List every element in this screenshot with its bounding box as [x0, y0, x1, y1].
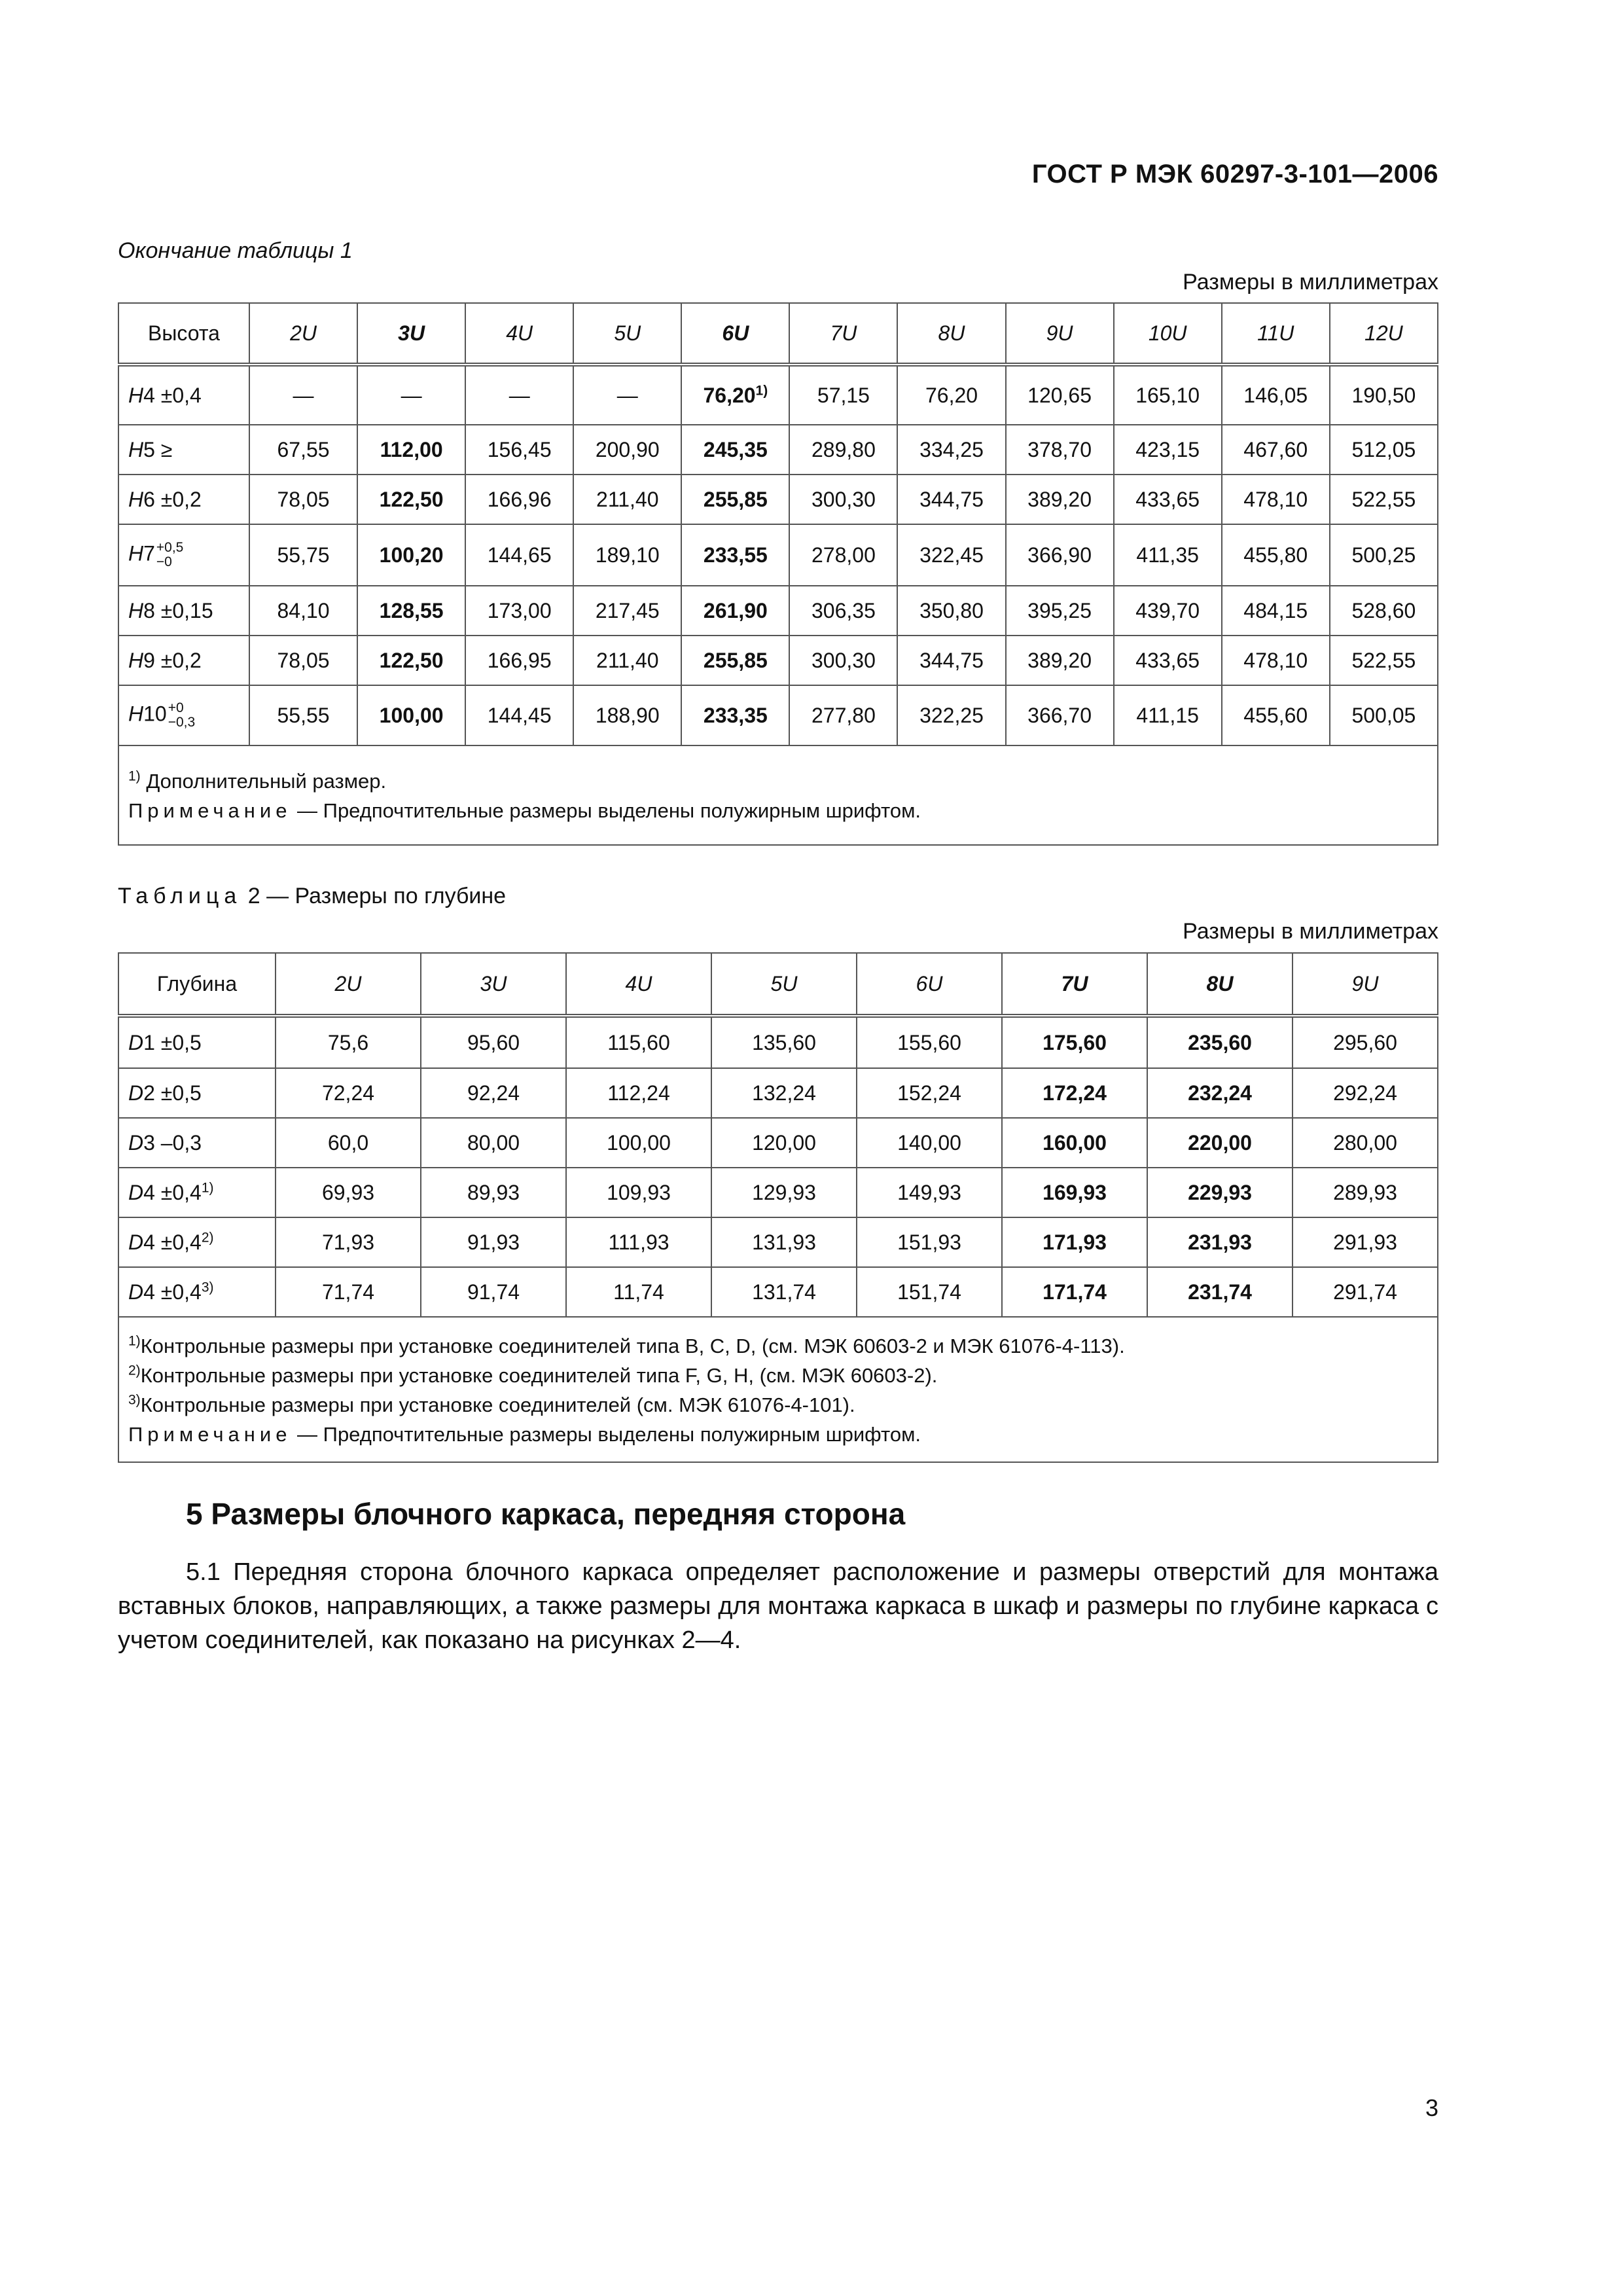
table-cell: 295,60 — [1293, 1016, 1438, 1068]
table2-row-label: $D4 \pm 0,4^{2)}$ — [118, 1217, 276, 1267]
page-number: 3 — [1425, 2094, 1438, 2121]
table-cell: 467,60 — [1222, 425, 1330, 475]
table2-header-label: Глубина — [118, 953, 276, 1016]
table-cell: 500,25 — [1330, 524, 1438, 586]
table1-row-label: H5 ≥ — [118, 425, 249, 475]
table-cell: 71,74 — [276, 1267, 421, 1317]
table-cell: 100,00 — [357, 685, 465, 745]
section-heading: 5 Размеры блочного каркаса, передняя сторона — [186, 1497, 906, 1531]
table-cell: 291,74 — [1293, 1267, 1438, 1317]
tolerance-lower: −0 — [156, 554, 172, 569]
table1-row-label: H9 ±0,2 — [118, 636, 249, 685]
table-cell: 389,20 — [1006, 475, 1114, 524]
table-cell: 131,93 — [711, 1217, 857, 1267]
table-cell: 455,80 — [1222, 524, 1330, 586]
table-cell: 78,05 — [249, 475, 357, 524]
table-cell: 292,24 — [1293, 1068, 1438, 1118]
table1-row — [118, 586, 1438, 636]
table-cell: 512,05 — [1330, 425, 1438, 475]
table2-col-2u: 2U — [334, 971, 362, 996]
table1-col-3u: 3U — [398, 321, 425, 345]
table1-row-label: H8 ±0,15 — [118, 586, 249, 636]
table1-row — [118, 425, 1438, 475]
table1-col-12u: 12U — [1364, 321, 1403, 345]
table1-col-8u: 8U — [938, 321, 965, 345]
table-cell: 217,45 — [573, 586, 681, 636]
table-cell: — — [357, 365, 465, 425]
table-cell: 334,25 — [897, 425, 1005, 475]
table-cell: 155,60 — [857, 1016, 1002, 1068]
table-cell: 112,24 — [566, 1068, 711, 1118]
table1-caption: Окончание таблицы 1 — [118, 238, 353, 263]
table-cell: 455,60 — [1222, 685, 1330, 745]
footnote-ref: 2) — [201, 1229, 214, 1245]
table-cell: 91,93 — [421, 1217, 566, 1267]
table-cell: 189,10 — [573, 524, 681, 586]
table-cell: 528,60 — [1330, 586, 1438, 636]
table2-col-9u: 9U — [1351, 971, 1379, 996]
table-cell: 522,55 — [1330, 636, 1438, 685]
table-cell: — — [249, 365, 357, 425]
footnote-ref: 1) — [201, 1179, 214, 1195]
table2-row-label: $D4 \pm 0,4^{3)}$ — [118, 1267, 276, 1317]
table1-col-9u: 9U — [1046, 321, 1073, 345]
table1-notes — [118, 745, 1438, 845]
table-cell: 220,00 — [1147, 1118, 1293, 1168]
table-cell: 120,00 — [711, 1118, 857, 1168]
table2-col-8u: 8U — [1206, 971, 1234, 996]
table-cell: 156,45 — [465, 425, 573, 475]
table-cell: 144,65 — [465, 524, 573, 586]
table-cell: 76,20 — [897, 365, 1005, 425]
table-cell: 350,80 — [897, 586, 1005, 636]
footnote-ref: 1) — [755, 382, 768, 398]
table-cell: 60,0 — [276, 1118, 421, 1168]
table2-note-text: — Предпочтительные размеры выделены полужирным шрифтом. — [291, 1422, 921, 1446]
table2-row — [118, 1267, 1438, 1317]
table-cell: 322,45 — [897, 524, 1005, 586]
table-cell: 144,45 — [465, 685, 573, 745]
table2-row-label: D3 –0,3 — [118, 1118, 276, 1168]
table2-footnote-3: Контрольные размеры при установке соединителей (см. МЭК 61076-4-101). — [140, 1393, 855, 1416]
table1-col-7u: 7U — [830, 321, 857, 345]
table-cell: 169,93 — [1002, 1168, 1147, 1217]
table-cell: 411,15 — [1114, 685, 1222, 745]
table-cell: 67,55 — [249, 425, 357, 475]
table1-note-text: — Предпочтительные размеры выделены полужирным шрифтом. — [291, 799, 921, 822]
table1-row — [118, 685, 1438, 745]
table-cell: 433,65 — [1114, 475, 1222, 524]
table-cell: 378,70 — [1006, 425, 1114, 475]
table-cell: 173,00 — [465, 586, 573, 636]
table-cell: 171,74 — [1002, 1267, 1147, 1317]
table2-row — [118, 1016, 1438, 1068]
table1-notes-row — [118, 745, 1438, 845]
table-cell: 55,55 — [249, 685, 357, 745]
table-cell: 289,93 — [1293, 1168, 1438, 1217]
table-cell: 76,20$^{1)}$ — [681, 365, 789, 425]
tolerance — [156, 541, 183, 569]
table1-col-5u: 5U — [614, 321, 641, 345]
table-cell: 165,10 — [1114, 365, 1222, 425]
table-cell: 235,60 — [1147, 1016, 1293, 1068]
table2-col-3u: 3U — [480, 971, 507, 996]
table2-footnote-mark-1: 1) — [128, 1333, 141, 1349]
table-cell: 478,10 — [1222, 636, 1330, 685]
table-cell: 229,93 — [1147, 1168, 1293, 1217]
table-cell: 166,96 — [465, 475, 573, 524]
table-cell: 69,93 — [276, 1168, 421, 1217]
table2-row — [118, 1168, 1438, 1217]
tolerance — [168, 701, 195, 730]
table-cell: 11,74 — [566, 1267, 711, 1317]
table-cell: 300,30 — [789, 636, 897, 685]
section-paragraph: 5.1 Передняя сторона блочного каркаса определяет расположение и размеры отверстий для монтажа вставных блоков, направляющих, а также размеры для монтажа каркаса в шкаф и размеры по глубине каркаса с учетом соединителей, как показано на рисунках 2—4. — [118, 1558, 1438, 1654]
document-code: ГОСТ Р МЭК 60297-3-101—2006 — [1031, 160, 1438, 188]
table1-col-11u: 11U — [1257, 321, 1294, 345]
table-cell: 112,00 — [357, 425, 465, 475]
table-cell: 57,15 — [789, 365, 897, 425]
table-cell: — — [465, 365, 573, 425]
table-cell: 306,35 — [789, 586, 897, 636]
table-cell: 232,24 — [1147, 1068, 1293, 1118]
table2-notes-row — [118, 1317, 1438, 1462]
table-cell: 211,40 — [573, 475, 681, 524]
table2-footnote-mark-3: 3) — [128, 1392, 141, 1408]
table-cell: 80,00 — [421, 1118, 566, 1168]
table2-footnote-2: Контрольные размеры при установке соединителей типа F, G, H, (см. МЭК 60603-2). — [140, 1364, 938, 1388]
table-cell: 322,25 — [897, 685, 1005, 745]
table-cell: 433,65 — [1114, 636, 1222, 685]
table-cell: 522,55 — [1330, 475, 1438, 524]
table1-row — [118, 524, 1438, 586]
table-cell: 211,40 — [573, 636, 681, 685]
table-cell: 255,85 — [681, 636, 789, 685]
table-cell: 166,95 — [465, 636, 573, 685]
table2-footnote-mark-2: 2) — [128, 1363, 141, 1378]
table-cell: 132,24 — [711, 1068, 857, 1118]
table-cell: 129,93 — [711, 1168, 857, 1217]
table-cell: 72,24 — [276, 1068, 421, 1118]
table1-col-6u: 6U — [722, 321, 749, 345]
table-cell: 131,74 — [711, 1267, 857, 1317]
table-cell: 92,24 — [421, 1068, 566, 1118]
table-cell: 255,85 — [681, 475, 789, 524]
table-cell: 423,15 — [1114, 425, 1222, 475]
table1-row-label: H4 ±0,4 — [118, 365, 249, 425]
table-cell: 115,60 — [566, 1016, 711, 1068]
tolerance-upper: +0,5 — [156, 539, 184, 555]
table1-row-label: H7 +0,5 −0 — [118, 524, 249, 586]
table-cell: 171,93 — [1002, 1217, 1147, 1267]
table2 — [118, 952, 1438, 1463]
table-cell: 91,74 — [421, 1267, 566, 1317]
table-cell: 78,05 — [249, 636, 357, 685]
table2-row — [118, 1118, 1438, 1168]
table-cell: 366,70 — [1006, 685, 1114, 745]
table-cell: 261,90 — [681, 586, 789, 636]
table-cell: 172,24 — [1002, 1068, 1147, 1118]
table-cell: 200,90 — [573, 425, 681, 475]
table-cell: 278,00 — [789, 524, 897, 586]
table1-row — [118, 365, 1438, 425]
table-cell: 389,20 — [1006, 636, 1114, 685]
table-cell: 84,10 — [249, 586, 357, 636]
table2-col-6u: 6U — [916, 971, 943, 996]
table1-row — [118, 475, 1438, 524]
table-cell: 245,35 — [681, 425, 789, 475]
table-cell: 55,75 — [249, 524, 357, 586]
table-cell: 111,93 — [566, 1217, 711, 1267]
table-cell: 146,05 — [1222, 365, 1330, 425]
table-cell: 151,74 — [857, 1267, 1002, 1317]
footnote-ref: 3) — [201, 1279, 214, 1295]
table-cell: 231,93 — [1147, 1217, 1293, 1267]
table2-units: Размеры в миллиметрах — [1183, 919, 1438, 944]
table2-title-rest: 2 — Размеры по глубине — [241, 884, 507, 908]
table-cell: 478,10 — [1222, 475, 1330, 524]
table-cell: 233,55 — [681, 524, 789, 586]
table1-row-label: H6 ±0,2 — [118, 475, 249, 524]
table2-note-lead: Примечание — [128, 1422, 292, 1446]
table1-footnote-mark: 1) — [128, 768, 141, 784]
table-cell: 231,74 — [1147, 1267, 1293, 1317]
table-cell: 120,65 — [1006, 365, 1114, 425]
table2-row-label: D2 ±0,5 — [118, 1068, 276, 1118]
table-cell: 289,80 — [789, 425, 897, 475]
table1-col-4u: 4U — [506, 321, 533, 345]
table2-row — [118, 1068, 1438, 1118]
table-cell: 95,60 — [421, 1016, 566, 1068]
table-cell: 109,93 — [566, 1168, 711, 1217]
table2-col-7u: 7U — [1061, 971, 1088, 996]
table1-col-10u: 10U — [1148, 321, 1187, 345]
table1-col-2u: 2U — [290, 321, 317, 345]
table1-footnote: Дополнительный размер. — [146, 770, 387, 793]
table-cell: 344,75 — [897, 636, 1005, 685]
table2-row — [118, 1217, 1438, 1267]
table-cell: 128,55 — [357, 586, 465, 636]
table1-header-label: Высота — [118, 303, 249, 365]
table-cell: 151,93 — [857, 1217, 1002, 1267]
table-cell: 277,80 — [789, 685, 897, 745]
table1-header-row — [118, 303, 1438, 365]
table-cell: 89,93 — [421, 1168, 566, 1217]
table1-note-lead: Примечание — [128, 799, 292, 822]
tolerance-upper: +0 — [168, 700, 184, 715]
table-cell: 122,50 — [357, 475, 465, 524]
table2-col-4u: 4U — [625, 971, 652, 996]
table-cell: 75,6 — [276, 1016, 421, 1068]
table-cell: 411,35 — [1114, 524, 1222, 586]
table2-notes — [118, 1317, 1438, 1462]
table2-col-5u: 5U — [770, 971, 798, 996]
table-cell: 484,15 — [1222, 586, 1330, 636]
table-cell: 100,20 — [357, 524, 465, 586]
table-cell: 395,25 — [1006, 586, 1114, 636]
table-cell: 100,00 — [566, 1118, 711, 1168]
table1-row — [118, 636, 1438, 685]
table-cell: 233,35 — [681, 685, 789, 745]
table-cell: 140,00 — [857, 1118, 1002, 1168]
table2-title-lead: Таблица — [118, 884, 242, 908]
table1-units: Размеры в миллиметрах — [1183, 270, 1438, 295]
table-cell: 280,00 — [1293, 1118, 1438, 1168]
table2-title — [118, 884, 506, 909]
table-cell: 366,90 — [1006, 524, 1114, 586]
table-cell: 439,70 — [1114, 586, 1222, 636]
table-cell: 160,00 — [1002, 1118, 1147, 1168]
table-cell: 190,50 — [1330, 365, 1438, 425]
table-cell: 122,50 — [357, 636, 465, 685]
table-cell: 175,60 — [1002, 1016, 1147, 1068]
table-cell: 500,05 — [1330, 685, 1438, 745]
table2-header-row — [118, 953, 1438, 1016]
table1 — [118, 302, 1438, 846]
table-cell: 152,24 — [857, 1068, 1002, 1118]
table2-footnote-1: Контрольные размеры при установке соединителей типа B, C, D, (см. МЭК 60603-2 и МЭК 61076-4-113). — [140, 1335, 1125, 1358]
table-cell: 300,30 — [789, 475, 897, 524]
table-cell: 149,93 — [857, 1168, 1002, 1217]
tolerance-lower: −0,3 — [168, 715, 196, 730]
table-cell: 71,93 — [276, 1217, 421, 1267]
table1-row-label: H10 +0 −0,3 — [118, 685, 249, 745]
table-cell: — — [573, 365, 681, 425]
table2-row-label: D1 ±0,5 — [118, 1016, 276, 1068]
table-cell: 291,93 — [1293, 1217, 1438, 1267]
table-cell: 344,75 — [897, 475, 1005, 524]
table2-row-label: $D4 \pm 0,4^{1)}$ — [118, 1168, 276, 1217]
table-cell: 188,90 — [573, 685, 681, 745]
table-cell: 135,60 — [711, 1016, 857, 1068]
